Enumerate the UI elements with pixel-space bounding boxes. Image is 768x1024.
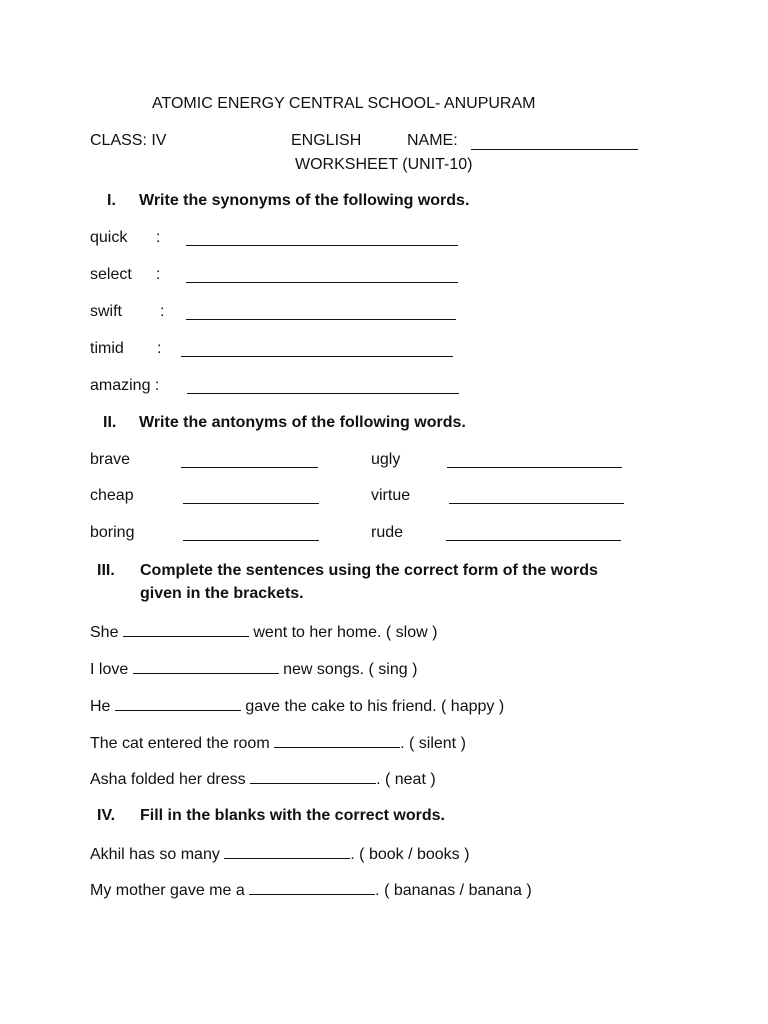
- sentence-text: My mother gave me a: [90, 882, 250, 899]
- synonym-word: select: [90, 266, 132, 283]
- colon: :: [156, 266, 161, 283]
- sentence: [90, 658, 417, 680]
- sentence: [90, 732, 466, 754]
- sentence-text: Akhil has so many: [90, 846, 225, 863]
- sentence-blank[interactable]: [133, 658, 279, 674]
- colon: :: [156, 229, 161, 246]
- antonym-blank[interactable]: [183, 503, 319, 504]
- section3-numeral: III.: [97, 562, 115, 579]
- sentence-text: He: [90, 698, 115, 715]
- class-label: CLASS: IV: [90, 132, 167, 149]
- sentence-text: . ( silent ): [400, 735, 466, 752]
- sentence-text: She: [90, 624, 123, 641]
- section2-heading: Write the antonyms of the following words.: [139, 414, 466, 431]
- antonym-blank[interactable]: [446, 540, 621, 541]
- sentence-text: . ( neat ): [376, 771, 436, 788]
- colon: :: [160, 303, 165, 320]
- synonym-blank[interactable]: [186, 319, 456, 320]
- sentence-text: . ( bananas / banana ): [375, 882, 532, 899]
- sentence-text: new songs. ( sing ): [278, 661, 418, 678]
- synonym-word: quick: [90, 229, 128, 246]
- sentence-text: Asha folded her dress: [90, 771, 251, 788]
- sentence: [90, 768, 436, 790]
- name-blank[interactable]: [471, 149, 638, 150]
- sentence-blank[interactable]: [224, 843, 350, 859]
- sentence-text: went to her home. ( slow ): [248, 624, 438, 641]
- section1-numeral: I.: [107, 192, 116, 209]
- synonym-blank[interactable]: [181, 356, 453, 357]
- synonym-word: amazing :: [90, 377, 160, 394]
- synonym-blank[interactable]: [186, 245, 458, 246]
- antonym-word: brave: [90, 451, 131, 468]
- antonym-word: rude: [371, 524, 404, 541]
- synonym-word: timid: [90, 340, 124, 357]
- antonym-blank[interactable]: [181, 467, 318, 468]
- antonym-blank[interactable]: [449, 503, 624, 504]
- sentence-blank[interactable]: [250, 768, 376, 784]
- name-label: NAME:: [407, 132, 458, 149]
- section1-heading: Write the synonyms of the following words.: [139, 192, 470, 209]
- worksheet-title: WORKSHEET (UNIT-10): [295, 156, 473, 173]
- sentence-blank[interactable]: [115, 695, 241, 711]
- sentence-text: . ( book / books ): [350, 846, 470, 863]
- synonym-blank[interactable]: [187, 393, 459, 394]
- sentence-text: The cat entered the room: [90, 735, 275, 752]
- antonym-word: ugly: [371, 451, 401, 468]
- antonym-word: cheap: [90, 487, 134, 504]
- synonym-word: swift: [90, 303, 122, 320]
- section3-heading-line1: Complete the sentences using the correct form of the words: [140, 562, 598, 579]
- subject-label: ENGLISH: [291, 132, 362, 149]
- section4-heading: Fill in the blanks with the correct words.: [140, 807, 445, 824]
- antonym-blank[interactable]: [447, 467, 622, 468]
- antonym-blank[interactable]: [183, 540, 319, 541]
- antonym-word: virtue: [371, 487, 411, 504]
- school-title: ATOMIC ENERGY CENTRAL SCHOOL- ANUPURAM: [152, 95, 536, 112]
- sentence: [90, 879, 532, 901]
- antonym-word: boring: [90, 524, 135, 541]
- sentence-text: gave the cake to his friend. ( happy ): [240, 698, 505, 715]
- section3-heading-line2: given in the brackets.: [140, 585, 304, 602]
- section4-numeral: IV.: [97, 807, 116, 824]
- colon: :: [157, 340, 162, 357]
- synonym-blank[interactable]: [186, 282, 458, 283]
- sentence-blank[interactable]: [274, 732, 400, 748]
- section2-numeral: II.: [103, 414, 117, 431]
- sentence-blank[interactable]: [123, 621, 249, 637]
- sentence: [90, 843, 469, 865]
- sentence-text: I love: [90, 661, 133, 678]
- sentence-blank[interactable]: [249, 879, 375, 895]
- sentence: [90, 621, 437, 643]
- sentence: [90, 695, 504, 717]
